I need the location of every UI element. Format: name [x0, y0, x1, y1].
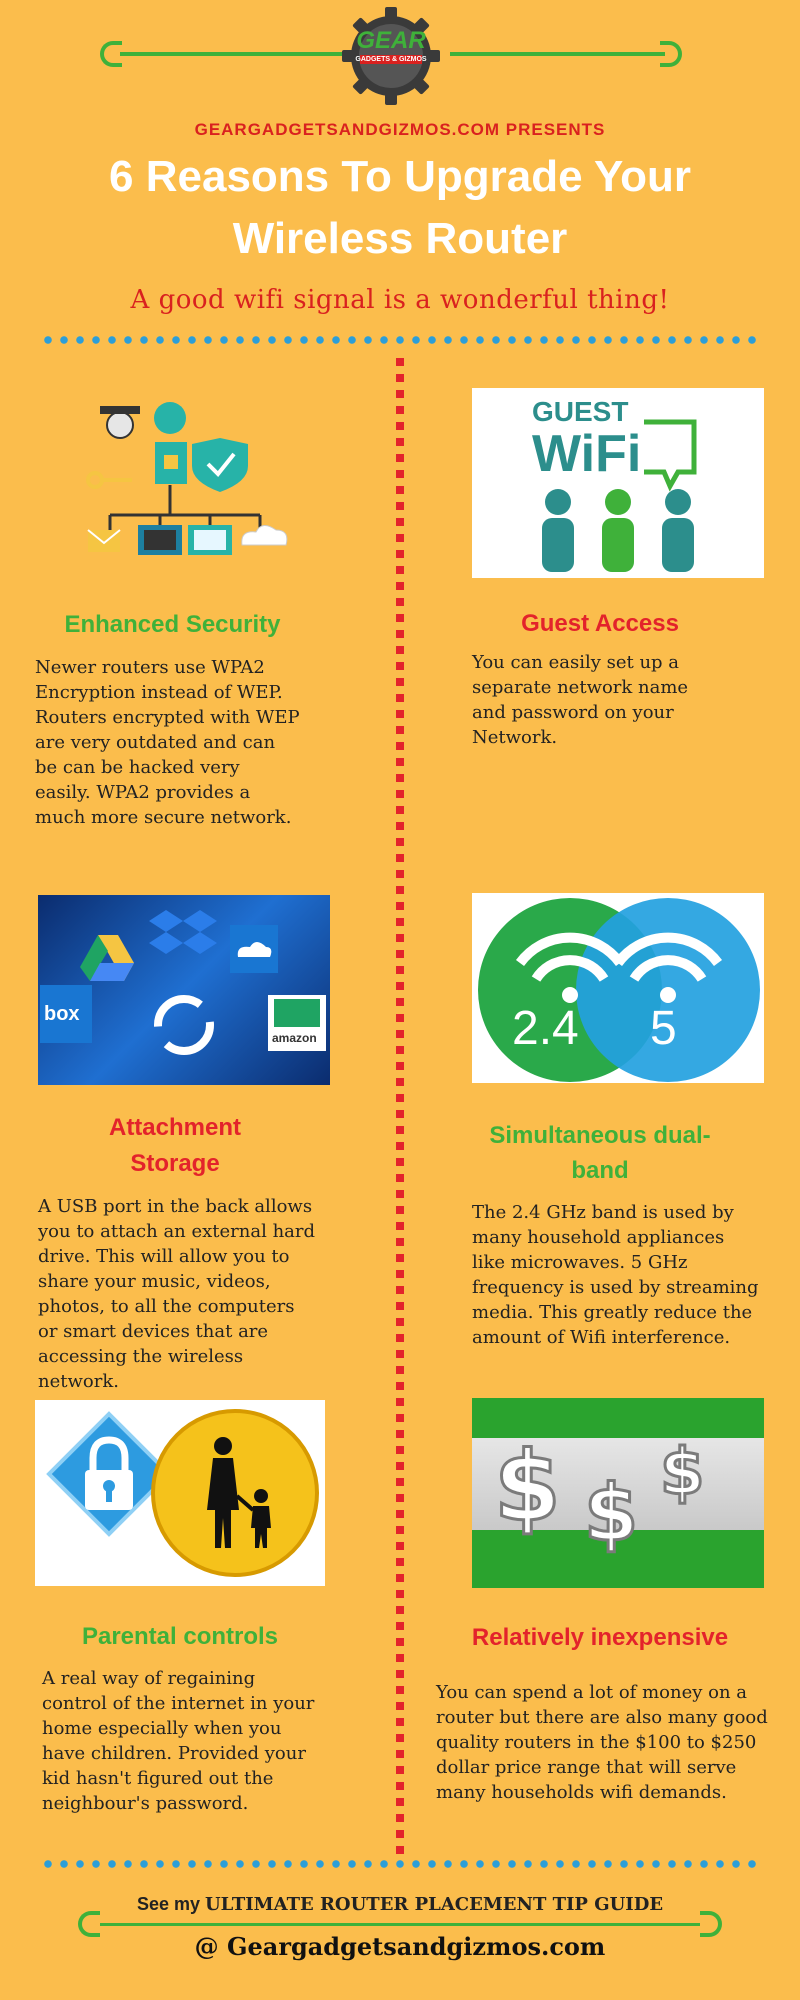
network-security-icon [70, 400, 300, 570]
storage-body: A USB port in the back allows you to attach an external hard drive. This will allow you to share your music, videos, photos, to all the computers or smart devices that are accessing the wireless network. [38, 1196, 316, 1392]
dual-band-image [472, 893, 764, 1083]
cloud-storage-image [38, 895, 330, 1085]
guest-body: You can easily set up a separate network name and password on your Network. [472, 652, 689, 748]
page-title-line2: Wireless Router [232, 214, 568, 263]
parental-controls-image [35, 1400, 325, 1586]
guest-title: Guest Access [521, 610, 679, 637]
footer-guide [0, 1894, 800, 1915]
gear-logo [340, 5, 442, 107]
price-title: Relatively inexpensive [471, 1624, 729, 1651]
header-bracket-left [100, 41, 122, 67]
parental-body: A real way of regaining control of the internet in your home especially when you have children. Provided your kid hasn't figured out the neighbour's password. [42, 1668, 315, 1814]
parental-lock-icon [35, 1400, 325, 1586]
parental-title: Parental controls [81, 1623, 279, 1650]
dualband-title-line1: Simultaneous dual- [489, 1122, 711, 1149]
dualband-body: The 2.4 GHz band is used by many household appliances like microwaves. 5 GHz frequency is used by streaming media. This greatly reduce the amount of Wifi interference. [472, 1202, 759, 1348]
guest-img-text: GUEST [532, 396, 629, 427]
page-subtitle: A good wifi signal is a wonderful thing! [130, 285, 670, 315]
security-title: Enhanced Security [64, 611, 281, 638]
header-line-right [450, 52, 665, 56]
svg-text:$: $ [660, 1436, 705, 1510]
divider-bottom [40, 1860, 760, 1868]
divider-top [40, 336, 760, 344]
band-24-label: 2.4 [512, 1002, 579, 1055]
dualband-title-line2: band [571, 1157, 629, 1184]
logo-text-gear: GEAR [356, 27, 426, 54]
presents-text: GEARGADGETSANDGIZMOS.COM PRESENTS [194, 120, 606, 139]
cloud-services-icon [38, 895, 330, 1085]
svg-text:$: $ [494, 1431, 561, 1543]
header-line-left [120, 52, 350, 56]
header-bracket-right [660, 41, 682, 67]
footer-handle[interactable]: @ Geargadgetsandgizmos.com [194, 1932, 606, 1961]
price-body: You can spend a lot of money on a router but there are also many good quality routers in the $100 to $250 dollar price range that will serve many households wifi demands. [436, 1682, 768, 1803]
footer-line [100, 1923, 700, 1926]
guest-wifi-image [472, 388, 764, 578]
dollar-signs-icon [472, 1398, 764, 1588]
band-5-label: 5 [650, 1002, 677, 1055]
guest-people-icon [472, 388, 764, 578]
logo-text-sub: GADGETS & GIZMOS [355, 56, 427, 63]
amazon-logo-text: amazon [272, 1031, 317, 1045]
page-title-line1: 6 Reasons To Upgrade Your [109, 152, 691, 201]
security-body: Newer routers use WPA2 Encryption instead of WEP. Routers encrypted with WEP are very outdated and can be can be hacked very easily. WPA2 provides a much more secure network. [35, 657, 300, 828]
storage-title-line1: Attachment [108, 1114, 241, 1141]
storage-title-line2: Storage [130, 1150, 220, 1177]
inexpensive-image [472, 1398, 764, 1588]
svg-text:$: $ [584, 1469, 639, 1559]
footer-guide-link[interactable]: ULTIMATE ROUTER PLACEMENT TIP GUIDE [204, 1894, 664, 1915]
footer-guide-prefix: See my [136, 1894, 205, 1914]
security-illustration [70, 400, 300, 570]
wifi-img-text: WiFi [532, 425, 642, 483]
divider-center [396, 358, 404, 1858]
box-logo-text: box [44, 1003, 80, 1025]
